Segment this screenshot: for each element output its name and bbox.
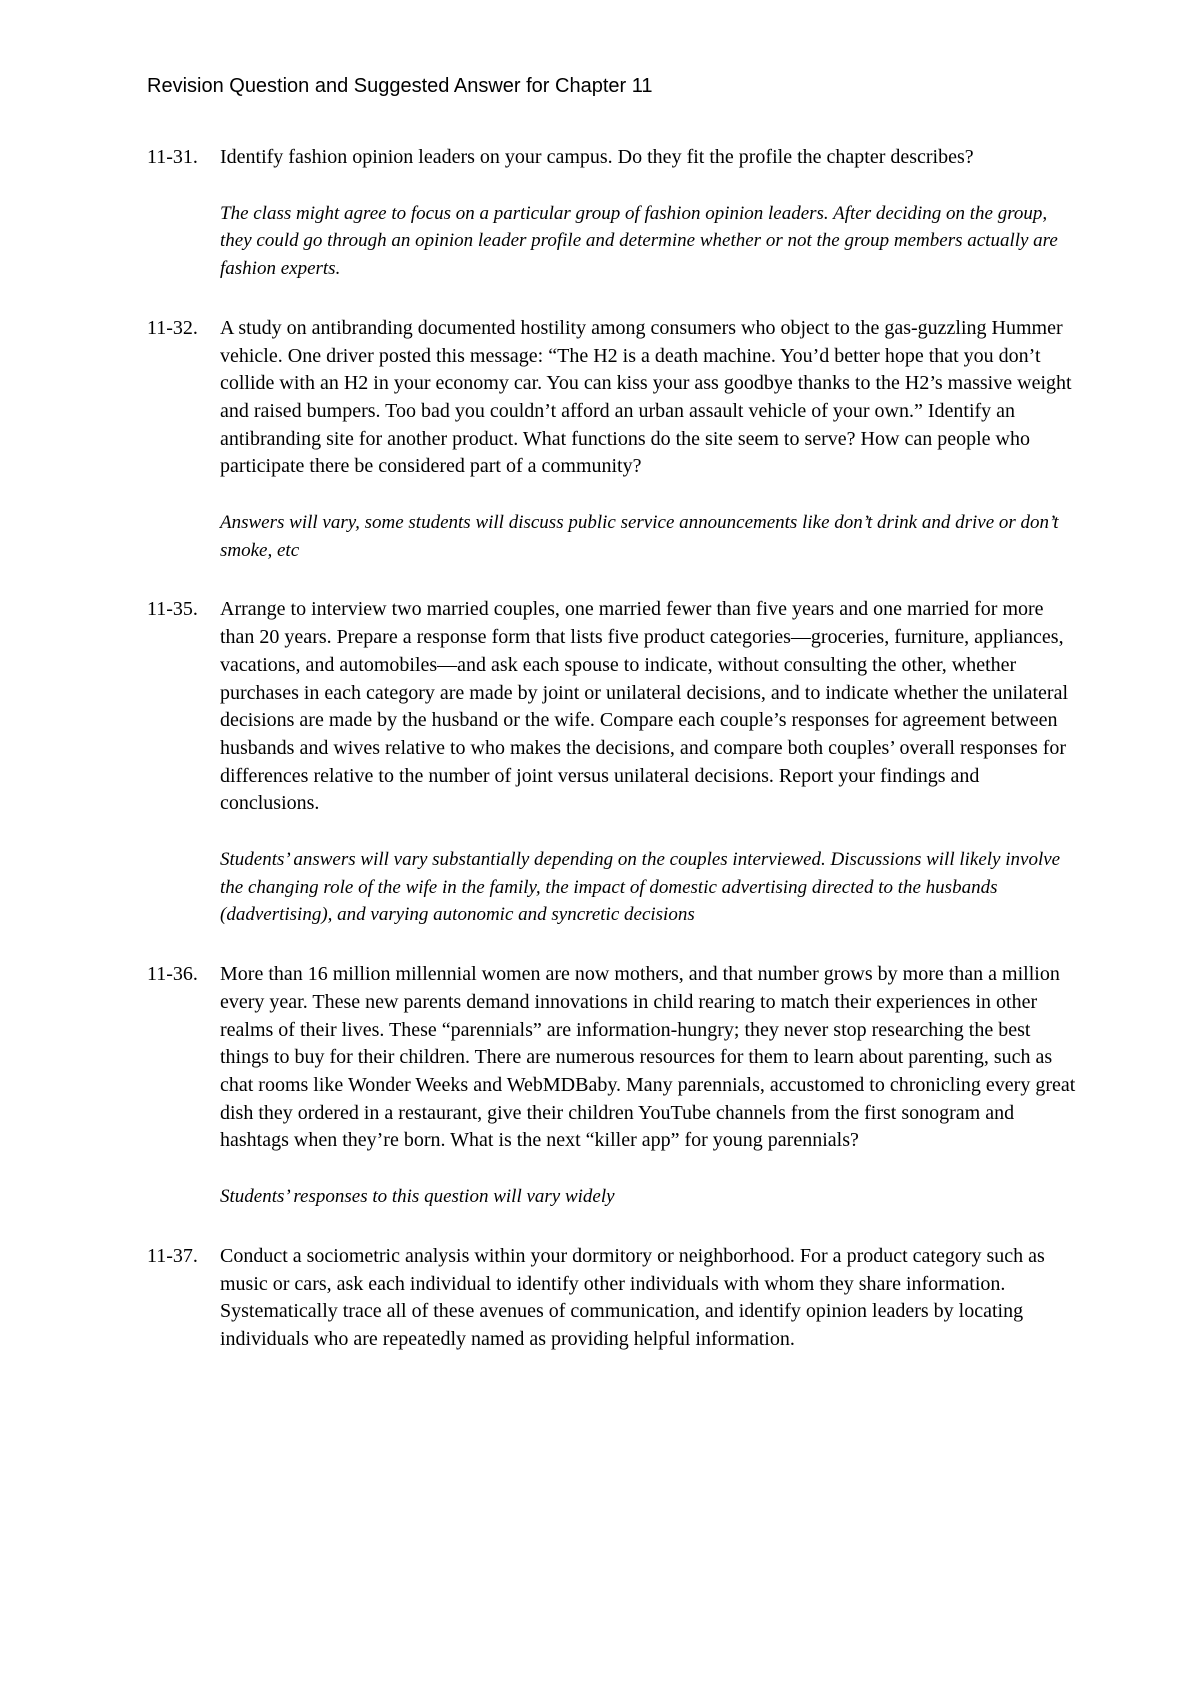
question-number: 11-31. bbox=[147, 146, 198, 168]
question-number: 11-37. bbox=[147, 1244, 198, 1267]
suggested-answer: Answers will vary, some students will discuss public service announcements like don’t drink and drive or don’t smoke, etc bbox=[220, 512, 1059, 561]
question-11-32 bbox=[147, 315, 1077, 565]
question-11-31 bbox=[147, 144, 1077, 283]
question-11-37 bbox=[147, 1243, 1077, 1354]
suggested-answer: Students’ answers will vary substantially depending on the couples interviewed. Discussions will likely involve the changing role of the wife in the family, the impact of domestic advertising directed to the husbands (dadvertising), and varying autonomic and syncretic decisions bbox=[220, 849, 1061, 926]
question-text: Conduct a sociometric analysis within your dormitory or neighborhood. For a product category such as music or cars, ask each individual to identify other individuals with whom they share information. Systematically trace all of these avenues of communication, and identify opinion leaders by locating individuals who are repeatedly named as providing helpful information. bbox=[220, 1244, 1045, 1350]
suggested-answer: The class might agree to focus on a particular group of fashion opinion leaders. After deciding on the group, they could go through an opinion leader profile and determine whether or not the group members actually are fashion experts. bbox=[220, 202, 1058, 280]
question-text: A study on antibranding documented hostility among consumers who object to the gas-guzzling Hummer vehicle. One driver posted this message: “The H2 is a death machine. You’d better hope that you don’t collide with an H2 in your economy car. You can kiss your ass goodbye thanks to the H2’s massive weight and raised bumpers. Too bad you couldn’t afford an urban assault vehicle of your own.” Identify an antibranding site for another product. What functions do the site seem to serve? How can people who participate there be considered part of a community? bbox=[220, 316, 1072, 478]
question-number: 11-36. bbox=[147, 963, 198, 986]
question-number: 11-35. bbox=[147, 598, 198, 621]
question-number: 11-32. bbox=[147, 316, 198, 339]
question-11-35 bbox=[147, 596, 1077, 929]
question-list bbox=[147, 144, 1077, 1386]
document-title: Revision Question and Suggested Answer for Chapter 11 bbox=[147, 75, 653, 97]
question-text: Arrange to interview two married couples, one married fewer than five years and one married for more than 20 years. Prepare a response form that lists five product categories—groceries, furniture, appliances, vacations, and automobiles—and ask each spouse to indicate, without consulting the other, whether purchases in each category are made by joint or unilateral decisions, and to indicate whether the unilateral decisions are made by the husband or the wife. Compare each couple’s responses for agreement between husbands and wives relative to who makes the decisions, and compare both couples’ overall responses for differences relative to the number of joint versus unilateral decisions. Report your findings and conclusions. bbox=[220, 598, 1068, 815]
question-text: More than 16 million millennial women are now mothers, and that number grows by more than a million every year. These new parents demand innovations in child rearing to match their experiences in other realms of their lives. These “parennials” are information-hungry; they never stop researching the best things to buy for their children. There are numerous resources for them to learn about parenting, such as chat rooms like Wonder Weeks and WebMDBaby. Many parennials, accustomed to chronicling every great dish they ordered in a restaurant, give their children YouTube channels from the first sonogram and hashtags when they’re born. What is the next “killer app” for young parennials? bbox=[220, 963, 1076, 1152]
question-text: Identify fashion opinion leaders on your campus. Do they fit the profile the chapter describes? bbox=[220, 146, 974, 168]
suggested-answer: Students’ responses to this question will vary widely bbox=[220, 1186, 615, 1208]
question-11-36 bbox=[147, 961, 1077, 1211]
